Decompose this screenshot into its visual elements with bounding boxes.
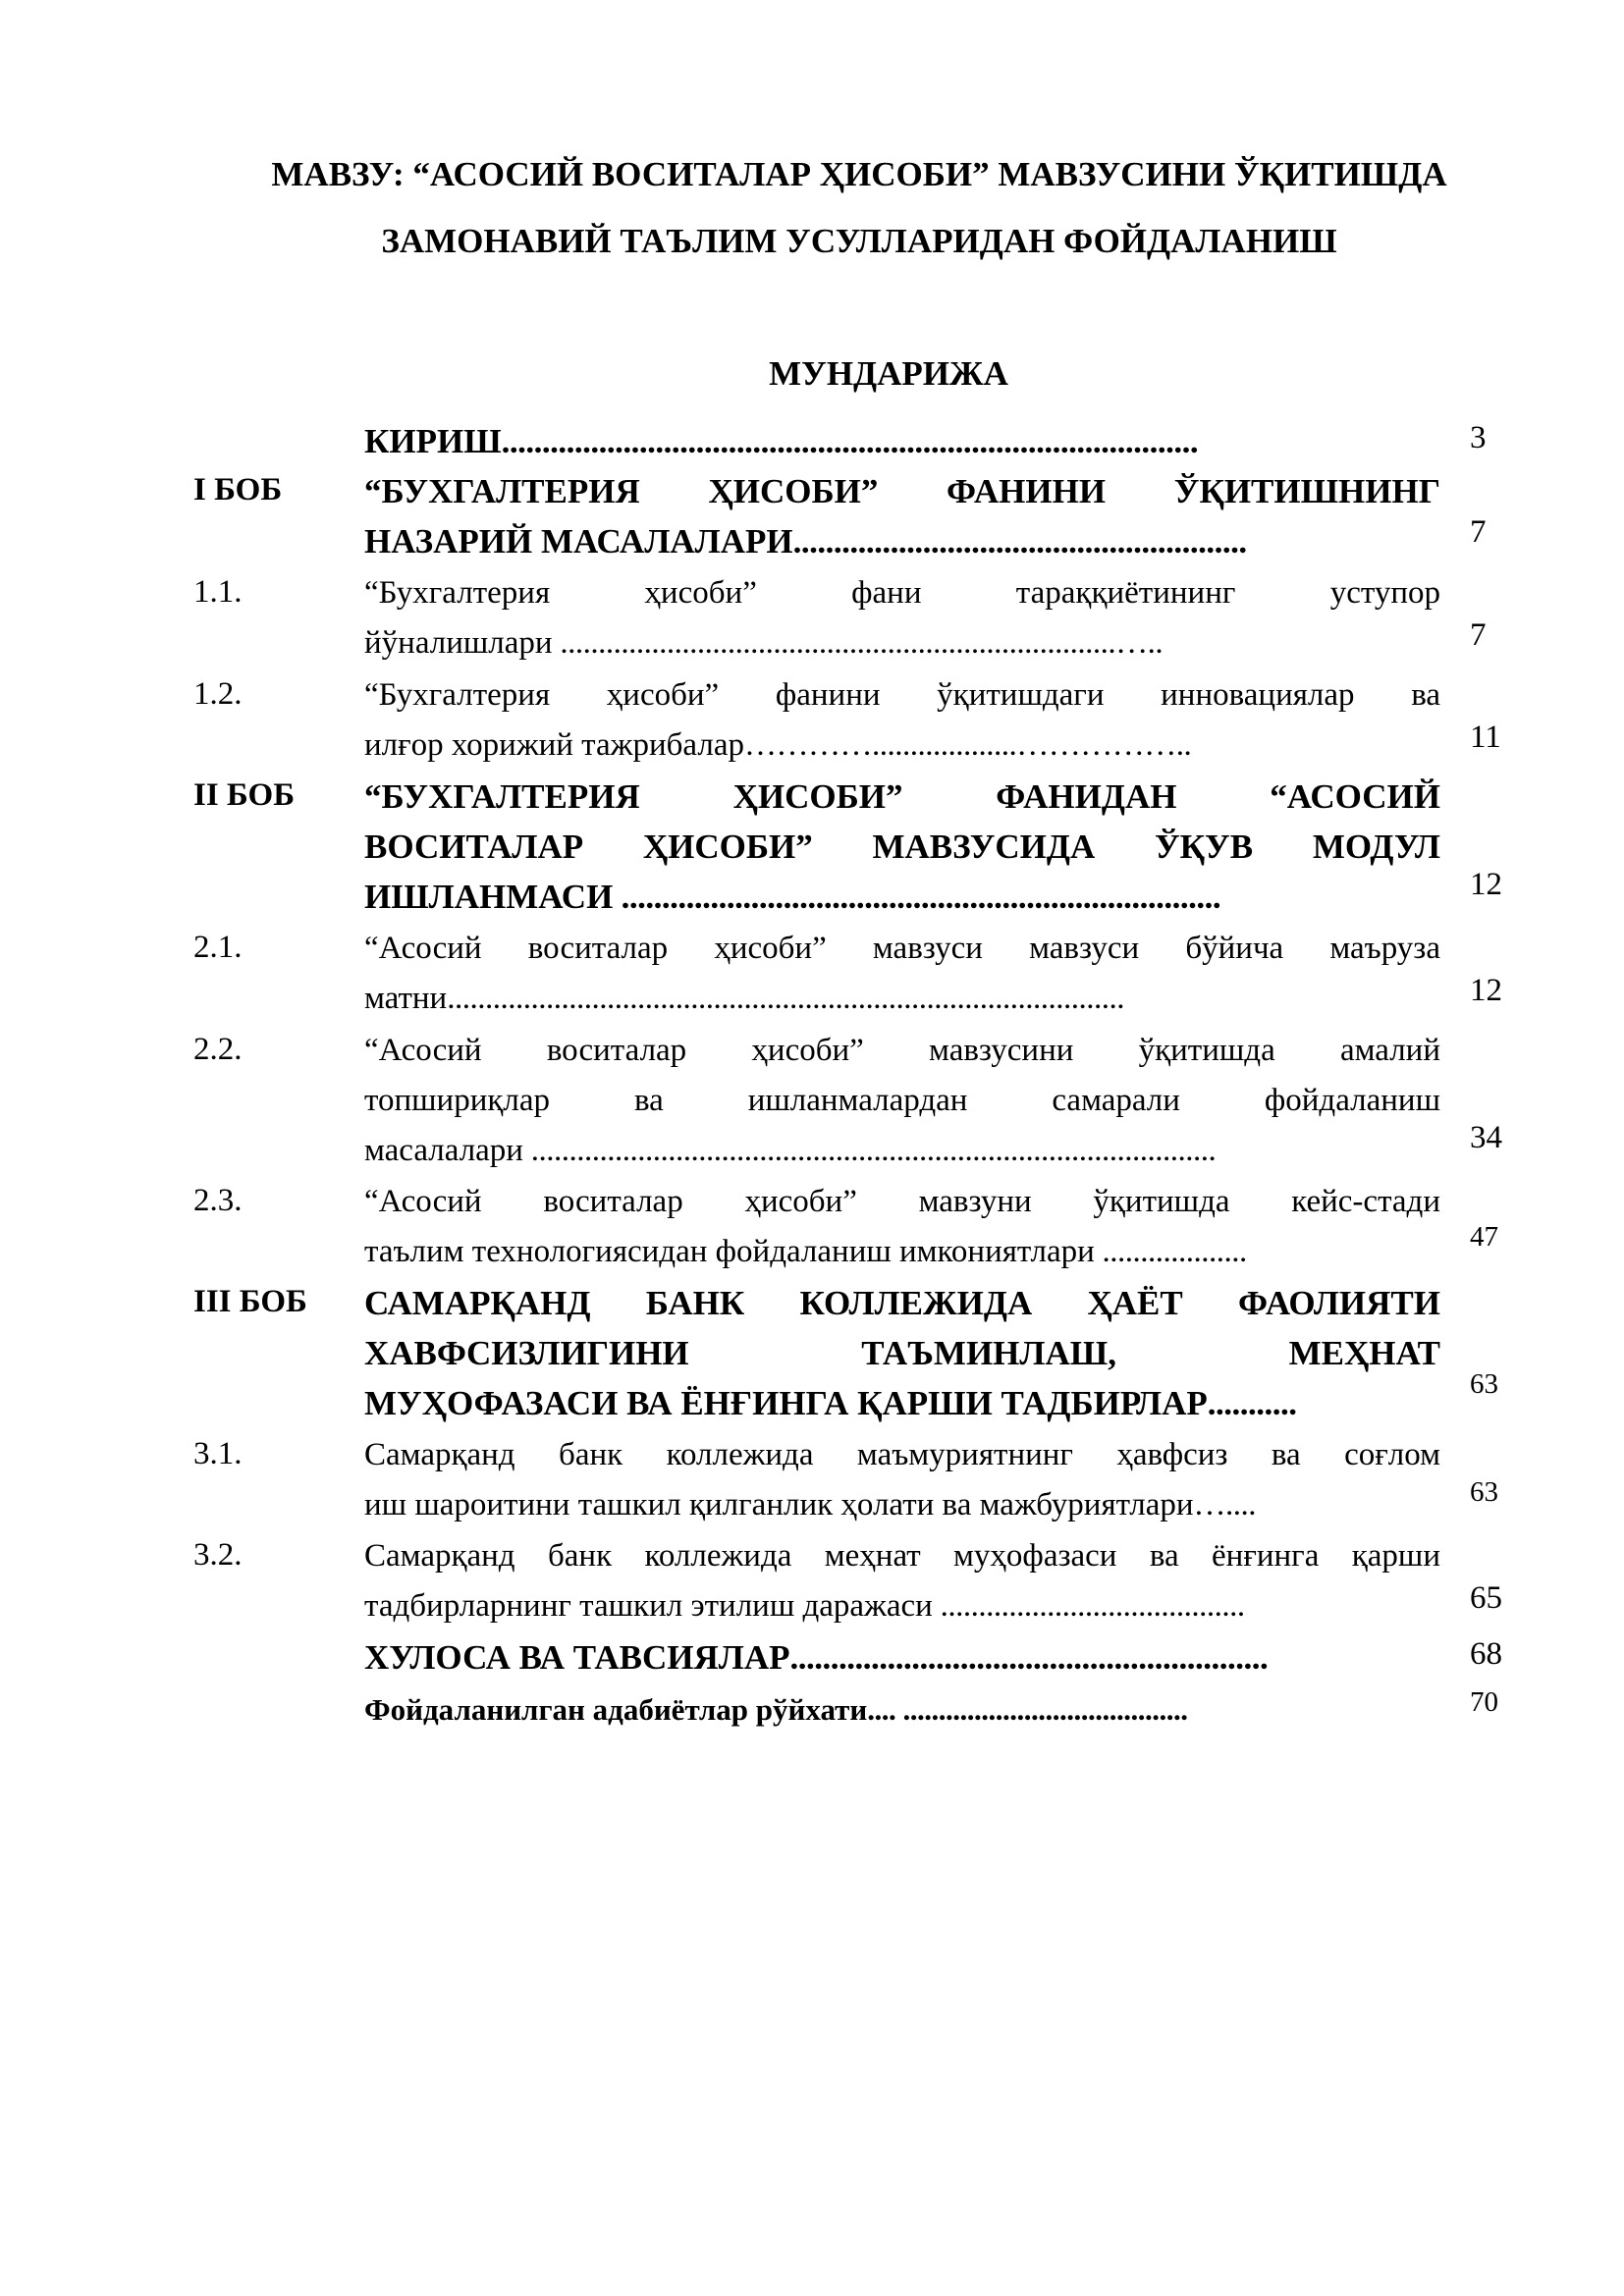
toc-page-number: 47: [1470, 1221, 1498, 1253]
toc-entry-text: ХУЛОСА ВА ТАВСИЯЛАР...........................................................: [364, 1638, 1269, 1677]
toc-page-number: 12: [1470, 973, 1502, 1008]
toc-page-number: 68: [1470, 1636, 1502, 1672]
toc-entry-text: КИРИШ......................................................................................: [364, 422, 1199, 460]
toc-chapter-label: III БОБ: [193, 1284, 307, 1319]
document-title-line-2: ЗАМОНАВИЙ ТАЪЛИМ УСУЛЛАРИДАН ФОЙДАЛАНИШ: [381, 222, 1337, 260]
toc-page-number: 12: [1470, 867, 1502, 902]
toc-section-label: 1.1.: [193, 574, 243, 610]
toc-page-number: 63: [1470, 1476, 1498, 1508]
toc-entry-text: “Бухгалтерия ҳисоби” фани тараққиётининг уступор йўналишлари .........................................................................…..: [364, 575, 1440, 661]
toc-page-number: 70: [1470, 1686, 1498, 1718]
toc-section-label: 2.1.: [193, 930, 243, 965]
toc-page-number: 63: [1470, 1368, 1498, 1400]
toc-section-label: 3.2.: [193, 1537, 243, 1573]
toc-section-label: 2.3.: [193, 1183, 243, 1218]
toc-entry-text: САМАРҚАНД БАНК КОЛЛЕЖИДА ҲАЁТ ФАОЛИЯТИ ХАВФСИЗЛИГИНИ ТАЪМИНЛАШ, МЕҲНАТ МУҲОФАЗАСИ ВА ЁНҒИНГА ҚАРШИ ТАДБИРЛАР...........: [364, 1284, 1440, 1422]
toc-page-number: 7: [1470, 514, 1487, 550]
toc-chapter-label: II БОБ: [193, 777, 296, 813]
toc-page-number: 3: [1470, 420, 1487, 455]
toc-section-label: 2.2.: [193, 1032, 243, 1067]
toc-entry-text: “БУХГАЛТЕРИЯ ҲИСОБИ” ФАНИДАН “АСОСИЙ ВОСИТАЛАР ҲИСОБИ” МАВЗУСИДА ЎҚУВ МОДУЛ ИШЛАНМАСИ ..........................................................................: [364, 777, 1440, 916]
toc-page-number: 34: [1470, 1120, 1502, 1155]
toc-entry-text: Самарқанд банк коллежида маъмуриятнинг ҳавфсиз ва соғлом иш шароитини ташкил қилганлик ҳолати ва мажбуриятлари…....: [364, 1437, 1440, 1522]
document-title-line-1: МАВЗУ: “АСОСИЙ ВОСИТАЛАР ҲИСОБИ” МАВЗУСИНИ ЎҚИТИШДА: [271, 155, 1447, 193]
toc-entry-text: Фойдаланилган адабиётлар рўйхати.... ........................................: [364, 1692, 1188, 1727]
toc-entry-text: “Асосий воситалар ҳисоби” мавзуни ўқитишда кейс-стади таълим технологиясидан фойдаланиш имкониятлари ...................: [364, 1184, 1440, 1269]
toc-entry-text: “Бухгалтерия ҳисоби” фанини ўқитишдаги инновациялар ва илғор хорижий тажрибалар…………...................……………..: [364, 677, 1440, 763]
toc-heading: МУНДАРИЖА: [769, 354, 1008, 393]
toc-entry-text: “Асосий воситалар ҳисоби” мавзусини ўқитишда амалий топшириқлар ва ишланмалардан самарали фойдаланиш масалалари ..........................................................................................: [364, 1033, 1440, 1168]
toc-section-label: 3.1.: [193, 1436, 243, 1471]
toc-page-number: 7: [1470, 617, 1487, 653]
toc-entry-text: “Асосий воситалар ҳисоби” мавзуси мавзуси бўйича маъруза матни.........................................................................................: [364, 931, 1440, 1016]
toc-chapter-label: I БОБ: [193, 472, 283, 507]
toc-entry-text: “БУХГАЛТЕРИЯ ҲИСОБИ” ФАНИНИ ЎҚИТИШНИНГ НАЗАРИЙ МАСАЛАЛАРИ........................................................: [364, 472, 1440, 561]
toc-page-number: 65: [1470, 1580, 1502, 1616]
toc-entry-text: Самарқанд банк коллежида меҳнат муҳофазаси ва ёнғинга қарши тадбирларнинг ташкил этилиш даражаси ........................................: [364, 1538, 1440, 1624]
toc-section-label: 1.2.: [193, 676, 243, 712]
toc-page-number: 11: [1470, 720, 1501, 755]
